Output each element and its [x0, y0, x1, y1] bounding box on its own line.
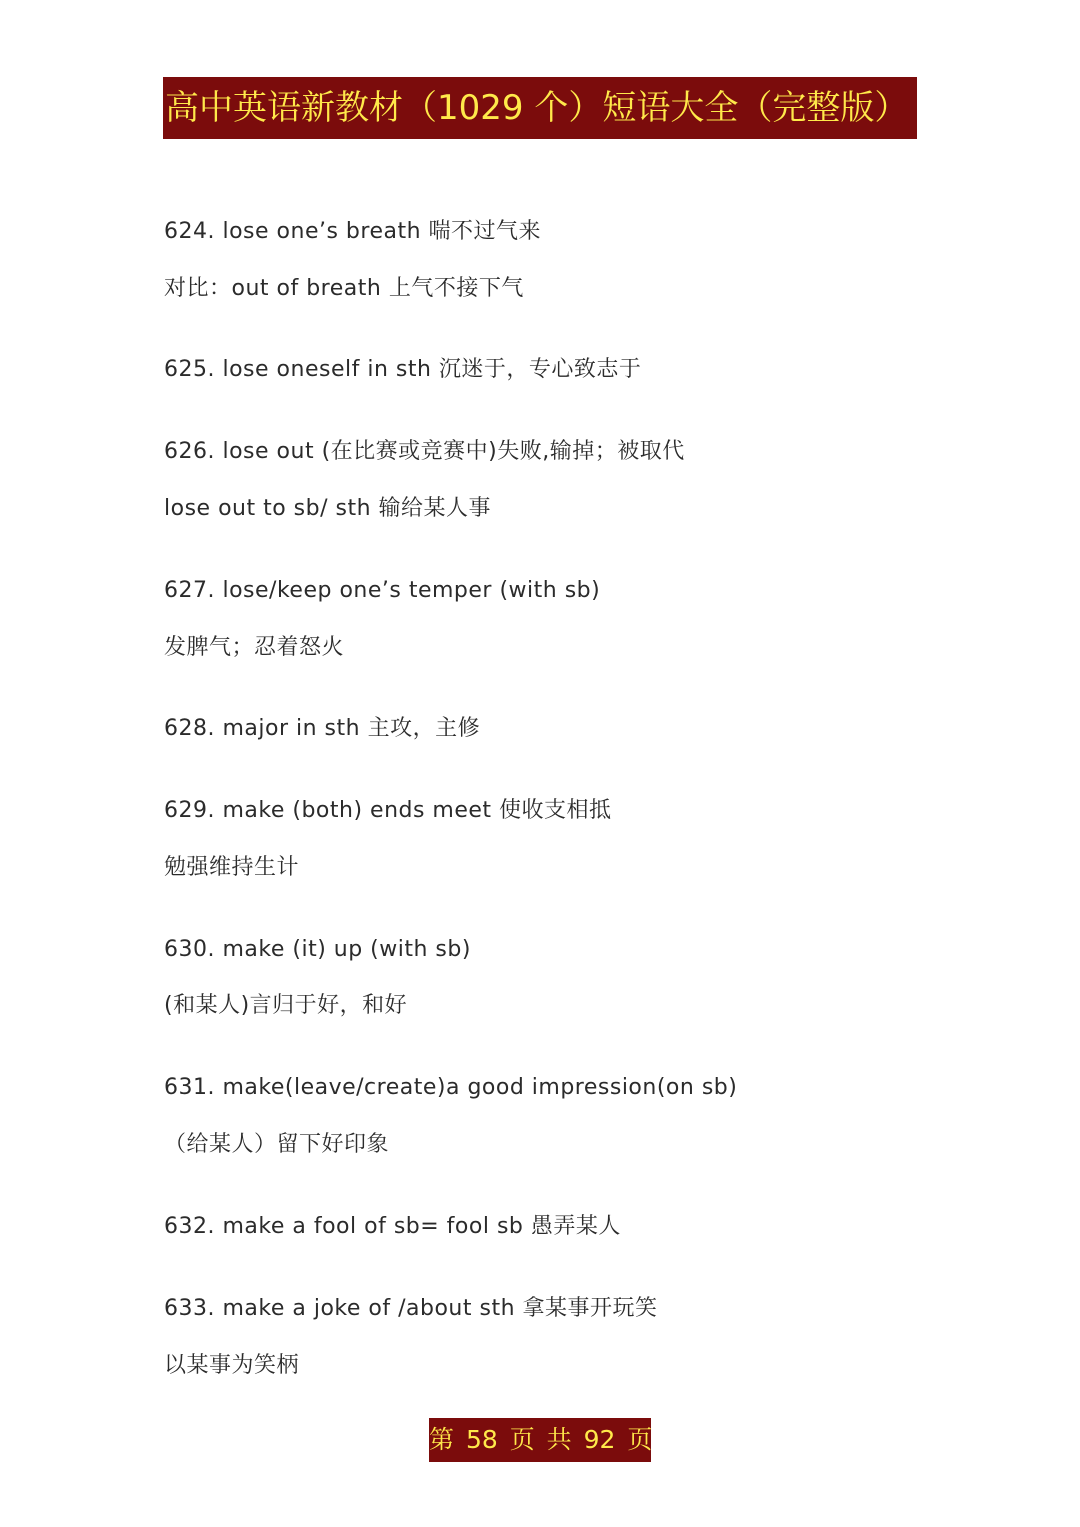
entry-624-phrase: 624. lose one’s breath 喘不过气来 [164, 219, 542, 244]
entry-630-phrase: 630. make (it) up (with sb) [164, 937, 471, 962]
entry-626-phrase: 626. lose out (在比赛或竞赛中)失败,输掉；被取代 [164, 439, 685, 464]
document-title: 高中英语新教材（1029 个）短语大全（完整版） [163, 77, 917, 139]
entry-629-note: 勉强维持生计 [164, 855, 300, 880]
entry-628-phrase: 628. major in sth 主攻，主修 [164, 716, 481, 741]
entry-627-note: 发脾气；忍着怒火 [164, 635, 345, 660]
entry-632-phrase: 632. make a fool of sb= fool sb 愚弄某人 [164, 1214, 621, 1239]
entry-629-phrase: 629. make (both) ends meet 使收支相抵 [164, 798, 612, 823]
entry-633-note: 以某事为笑柄 [164, 1353, 300, 1378]
page-number: 第 58 页 共 92 页 [429, 1418, 651, 1462]
entry-624-note: 对比：out of breath 上气不接下气 [164, 276, 524, 301]
entry-625-phrase: 625. lose oneself in sth 沉迷于，专心致志于 [164, 357, 642, 382]
entry-633-phrase: 633. make a joke of /about sth 拿某事开玩笑 [164, 1296, 658, 1321]
entry-631-note: （给某人）留下好印象 [164, 1132, 390, 1157]
entry-627-phrase: 627. lose/keep one’s temper (with sb) [164, 578, 601, 603]
entry-631-phrase: 631. make(leave/create)a good impression(on sb) [164, 1075, 738, 1100]
entry-630-note: (和某人)言归于好，和好 [164, 993, 408, 1018]
entry-626-note: lose out to sb/ sth 输给某人事 [164, 496, 492, 521]
